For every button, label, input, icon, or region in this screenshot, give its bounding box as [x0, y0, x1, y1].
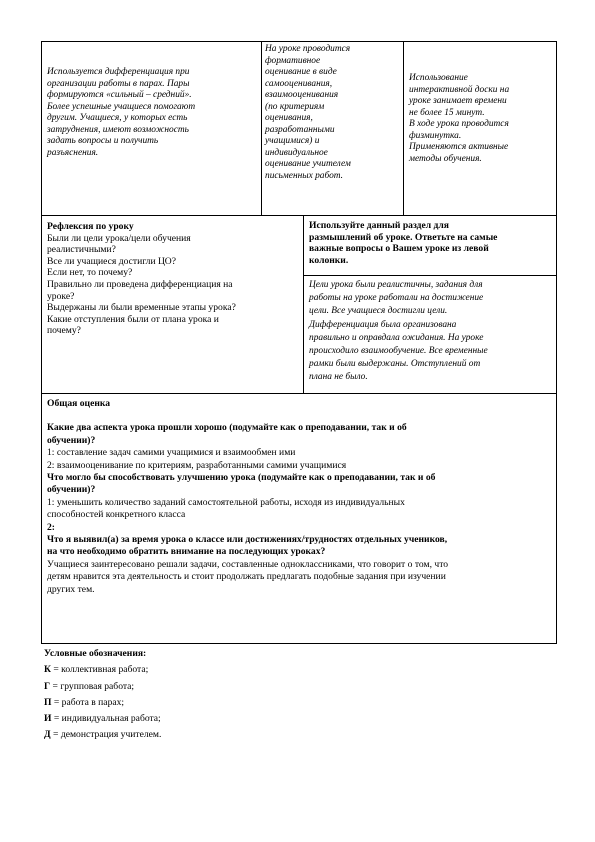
text-line: письменных работ.	[265, 170, 343, 181]
question-line: Какие отступления были от плана урока и	[47, 313, 219, 325]
question-line: Правильно ли проведена дифференциация на	[47, 278, 233, 290]
legend-key: Д	[44, 729, 51, 741]
text-line: Применяются активные	[409, 142, 509, 152]
reflection-table	[41, 215, 557, 394]
question-line: Какие два аспекта урока прошли хорошо (подумайте как о преподавании, так и об	[47, 422, 407, 434]
answer-line: 1: составление задач самими учащимися и взаимообмен ими	[47, 447, 296, 459]
legend-text: = демонстрация учителем.	[50, 729, 162, 741]
text-line: взаимооценивания	[265, 90, 339, 100]
legend-text: = индивидуальная работа;	[51, 713, 161, 725]
question-line: Что я выявил(а) за время урока о классе или достижениях/трудностях отдельных учеников,	[47, 534, 448, 546]
answer-line: плана не было.	[309, 372, 368, 383]
text-line: разработанными	[265, 124, 335, 135]
legend-item	[44, 711, 161, 727]
question-line: Если нет, то почему?	[47, 267, 133, 279]
legend-text: = коллективная работа;	[50, 664, 149, 676]
answer-line: 1: уменьшить количество заданий самостоятельной работы, исходя из индивидуальных	[47, 496, 405, 508]
question-line: обучении)?	[47, 434, 96, 446]
question-line: Были ли цели урока/цели обучения	[47, 232, 191, 244]
text-line: самооценивания,	[265, 78, 333, 89]
text-line: Более успешные учащиеся помогают	[47, 101, 196, 112]
reflection-questions-cell	[42, 216, 304, 394]
text-line: затруднения, имеют возможность	[47, 124, 189, 135]
text-line: интерактивной доски на	[409, 84, 510, 95]
assessment-cell	[262, 42, 404, 216]
question-line: Выдержаны ли были временные этапы урока?	[47, 302, 236, 314]
legend-key: И	[44, 713, 52, 725]
legend-key: Г	[44, 680, 51, 692]
reflection-instruction	[304, 216, 556, 266]
legend-text: = работа в парах;	[51, 696, 125, 708]
answer-line: происходило взаимообучение. Все временные	[309, 346, 488, 357]
answer-line: рамки были выдержаны. Отступлений от	[309, 359, 481, 370]
text-line: организации работы в парах. Пары	[47, 78, 190, 89]
text-line: формативное	[265, 55, 321, 66]
answer-line: 2: взаимооценивание по критериям, разработанными самими учащимися	[47, 459, 347, 471]
legend-item	[44, 727, 161, 743]
text-line: другим. Учащиеся, у которых есть	[47, 113, 188, 123]
overall-title: Общая оценка	[47, 398, 111, 409]
text-line: методы обучения.	[409, 153, 482, 164]
legend-item	[44, 662, 161, 678]
reflection-instruction-cell	[304, 216, 557, 276]
text-line: оценивание в виде	[265, 67, 337, 77]
text-line: формируются «сильный – средний».	[47, 90, 192, 100]
text-line: (по критериям	[265, 101, 325, 112]
text-line: задать вопросы и получить	[47, 136, 159, 146]
question-line: уроке?	[47, 290, 75, 302]
answer-line: Учащиеся заинтересовано решали задачи, составленные одноклассниками, что говорит о том, что	[47, 558, 449, 570]
assessment-text	[262, 42, 403, 182]
answer-line: других тем.	[47, 583, 95, 595]
legend-item	[44, 695, 161, 711]
answer-line: правильно и оправдала ожидания. На уроке	[309, 332, 484, 343]
instruction-line: важные вопросы о Вашем уроке из левой	[309, 243, 489, 255]
answer-line: 2:	[47, 521, 55, 533]
text-line: В ходе урока проводится	[409, 119, 509, 129]
legend	[44, 646, 161, 744]
question-line: реалистичными?	[47, 244, 116, 256]
reflection-title: Рефлексия по уроку	[47, 221, 134, 232]
text-line: Используется дифференциация при	[47, 67, 190, 77]
reflection-answer	[304, 276, 556, 385]
text-line: индивидуальное	[265, 147, 328, 158]
health-safety-cell	[404, 42, 557, 216]
instruction-line: колонки.	[309, 254, 349, 266]
answer-line: способностей конкретного класса	[47, 509, 186, 521]
instruction-line: размышлений об уроке. Ответьте на самые	[309, 231, 498, 243]
text-line: оценивания,	[265, 113, 313, 123]
text-line: разъяснения.	[47, 147, 99, 158]
text-line: уроке занимает времени	[409, 96, 507, 106]
text-line: физминутка.	[409, 130, 462, 141]
reflection-questions	[42, 216, 303, 337]
legend-key: П	[44, 696, 52, 708]
spacer	[47, 410, 552, 422]
answer-line: работы на уроке работали на достижение	[309, 293, 484, 304]
overall-table	[41, 393, 557, 644]
text-line: оценивание учителем	[265, 159, 351, 169]
answer-line: Дифференциация была организована	[309, 319, 457, 330]
differentiation-cell	[42, 42, 262, 216]
methods-row-table	[41, 41, 557, 216]
legend-key: К	[44, 664, 51, 676]
differentiation-text	[42, 42, 261, 159]
legend-item	[44, 679, 161, 695]
text-line: На уроке проводится	[265, 44, 351, 54]
text-line: не более 15 минут.	[409, 107, 485, 118]
health-safety-text	[404, 42, 556, 165]
question-line: Что могло бы способствовать улучшению урока (подумайте как о преподавании, так и об	[47, 472, 436, 484]
answer-line: цели. Все учащиеся достигли цели.	[309, 306, 448, 317]
question-line: обучении)?	[47, 484, 96, 496]
text-line: Использование	[409, 73, 468, 83]
overall-cell	[42, 394, 557, 644]
overall-content	[42, 394, 556, 596]
question-line: на что необходимо обратить внимание на последующих уроках?	[47, 546, 326, 558]
text-line: учащимися) и	[265, 136, 320, 146]
question-line: почему?	[47, 325, 81, 337]
legend-title: Условные обозначения:	[44, 648, 147, 659]
legend-text: = групповая работа;	[50, 680, 135, 692]
question-line: Все ли учащиеся достигли ЦО?	[47, 255, 176, 267]
answer-line: детям нравится эта деятельность и стоит продолжать предлагать подобные задания при изучении	[47, 571, 446, 583]
answer-line: Цели урока были реалистичны, задания для	[309, 280, 483, 290]
instruction-line: Используйте данный раздел для	[309, 220, 449, 231]
reflection-answer-cell	[304, 276, 557, 394]
